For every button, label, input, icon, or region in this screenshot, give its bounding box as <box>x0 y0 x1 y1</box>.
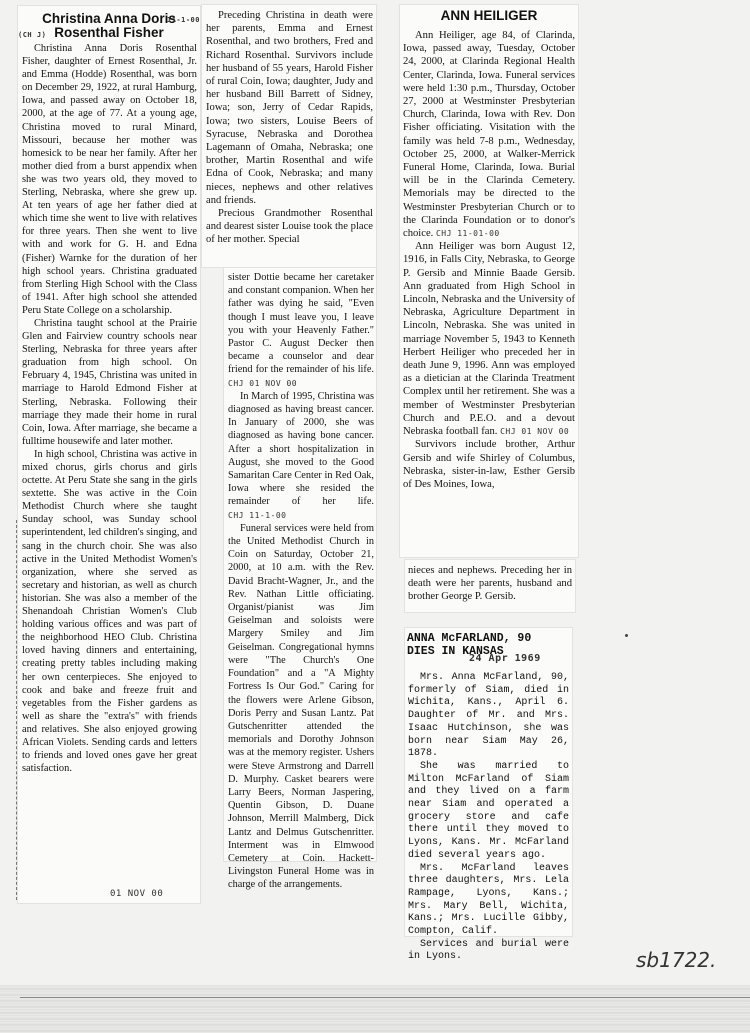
handwritten-date-note: CHJ 01 NOV 00 <box>500 427 570 437</box>
obituary-body <box>228 271 374 892</box>
cut-edge <box>16 520 17 900</box>
paragraph: Mrs. McFarland leaves three daughters, Mrs. Lela Rampage, Lyons, Kans.; Mrs. Mary Bell, Wichita, Kans.; Mrs. Lucille Gibby, Compton, Calif. <box>408 862 569 938</box>
title-line-2: Rosenthal Fisher <box>54 25 164 40</box>
obituary-body <box>408 564 572 604</box>
paragraph: Christina taught school at the Prairie Glen and Fairview country schools near Sterling, Nebraska for three years after graduation from high school. On February 4, 1945, Christina was united in marriage to Harold Edmond Fisher at Sterling, Nebraska. Following their marriage they made their home in rural Coin, Iowa. After marriage, she became a fulltime housewife and later mother. <box>22 317 197 447</box>
paragraph-text: In March of 1995, Christina was diagnosed as having breast cancer. In January of 2000, she was diagnosed as having bone cancer. After a short hospitalization in August, she moved to the Good Samaritan Care Center in Red Oak, Iowa where she resided the remainder of her life. <box>228 390 374 508</box>
paragraph: Christina Anna Doris Rosenthal Fisher, daughter of Ernest Rosenthal, Jr. and Emma (Hodde) Rosenthal, was born on December 29, 1922, at rural Hamburg, Iowa, and passed away on October 18, 2000, at the age of 77. At a young age, Christina moved to rural Minard, Missouri, because her mother was homesick to be near her family. After her mother died from a burst appendix when she was two years old, they moved to Sterling, Nebraska, where she grew up. At ten years of age her father died at which time she went to live with relatives for three years. Then she went to live with and work for G. H. and Edna (Fisher) Warnke for the duration of her high school years. Christina graduated from Sterling High School with the Class of 1941. After high school she attended Peru State College on a scholarship. <box>22 43 197 316</box>
paragraph-text: Ann Heiliger was born August 12, 1916, in Falls City, Nebraska, to George P. Gersib and Minnie Baade Gersib. Ann graduated from High School in Lincoln, Nebraska and the University of Nebraska, Agriculture Department in Lincoln, Nebraska. She was united in marriage November 5, 1943 to Kenneth Herbert Heiliger who preceded her in death June 9, 1996. Ann was employed as a dietician at the Clarinda Treatment Complex until her retirement. She was a member of Westminster Presbyterian Church and P.E.O. and a devout Nebraska football fan. <box>403 241 575 438</box>
obituary-body <box>22 42 197 775</box>
handwritten-initials: (CH J) <box>18 31 47 39</box>
paragraph: Survivors include brother, Arthur Gersib and wife Shirley of Columbus, Nebraska, sister-in-law, Esther Gersib of Des Moines, Iowa, <box>403 439 575 490</box>
page-reference-mark: sb1722. <box>636 948 717 972</box>
handwritten-date-note: 01 NOV 00 <box>110 889 164 899</box>
paragraph: nieces and nephews. Preceding her in death were her parents, husband and brother George P. Gersib. <box>408 565 572 603</box>
handwritten-date: 24 Apr 1969 <box>469 653 541 664</box>
handwritten-date-note: CHJ 11-01-00 <box>435 229 500 239</box>
paragraph <box>228 390 374 522</box>
handwritten-date: 11-1-00 <box>166 16 200 24</box>
obituary-title: ANN HEILIGER <box>440 8 538 23</box>
clipping-ann-heiliger-end <box>405 560 575 612</box>
clipping-christina-survivors <box>202 5 376 267</box>
clipping-christina-continued <box>224 268 376 891</box>
page-dot <box>625 634 628 637</box>
paragraph <box>403 240 575 438</box>
page-bottom-edge <box>0 985 750 1033</box>
paragraph: Mrs. Anna McFarland, 90, formerly of Siam, died in Wichita, Kans., April 6. Daughter of Mr. and Mrs. Isaac Hutchinson, she was born near Siam May 26, 1878. <box>408 672 569 760</box>
handwritten-date-note: CHJ 01 NOV 00 <box>228 378 298 388</box>
paragraph: She was married to Milton McFarland of Siam and they lived on a farm near Siam and operated a grocery store and cafe there until they moved to Lyons, Kans. Mr. McFarland died several years ago. <box>408 760 569 861</box>
paragraph: In high school, Christina was active in mixed chorus, girls chorus and girls octette. At Peru State she sang in the girls sextette. She was active in the Coin Methodist Church where she taught Sunday school, was Sunday school superintendent, led children's singing, and sang in the church choir. She was also active in the United Methodist Women's organization, where she served as secretary and historian, as well as church historian. She was also a member of the Shenandoah Christian Women's Club holding various offices and was part of the neighborhood HEO Club. Christina loved having dinners and entertaining, creating pretty tables including making her own centerpieces. She enjoyed to cook and bake and freeze fruit and vegetables from the Fisher gardens as well as share the "extra's" with friends and relatives. She also enjoyed growing African Violets. Sending cards and letters to friends and loved ones gave her great satisfaction. <box>22 448 198 775</box>
paragraph <box>228 271 374 390</box>
paragraph: Preceding Christina in death were her parents, Emma and Ernest Rosenthal, and two brothers, Fred and Richard Rosenthal. Survivors include her husband of 55 years, Harold Fisher of rural Coin, Iowa; daughter, Judy and her husband Bill Barrett of Sidney, Iowa; son, Jerry of Cedar Rapids, Iowa; two sisters, Louise Beers of Syracuse, Nebraska and Dorothea Lagemann of Omaha, Nebraska; one brother, Martin Rosenthal and wife Edna of Cook, Nebraska; and many nieces, nephews and other relatives and friends. <box>206 10 373 206</box>
paragraph-text: Ann Heiliger, age 84, of Clarinda, Iowa, passed away, Tuesday, October 24, 2000, at Clarinda Regional Health Center, Clarinda, Iowa. Funeral services were held 1:30 p.m., Thursday, October 27, 2000 at Westminster Presbyterian Church, Clarinda, Iowa with Rev. Don Fisher officiating. Visitation with the family was held 7-8 p.m., Wednesday, October 25, 2000, at Walker-Merrick Funeral Home, Clarinda, Iowa. Burial will be in the Clarinda Cemetery. Memorials may be directed to the Westminster Presbyterian Church or to the Clarinda Foundation or to donor's choice. <box>403 30 575 240</box>
clipping-christina-fisher <box>18 6 200 903</box>
paragraph: Funeral services were held from the United Methodist Church in Coin on Saturday, October 21, 2000, at 10 a.m. with the Rev. David Bracht-Wagner, Jr., and the Rev. Nathan Little officiating. Organist/pianist was Jim Geiselman and soloists were Margery Smiley and Jim Geiselman. Congregational hymns were "The Church's One Foundation" and a "A Mighty Fortress Is Our God." Caring for the flowers were Arlene Gibson, Doris Perry and Susan Lantz. Pat Gutschenritter attended the memorials and Dorothy Johnson was at the memory register. Ushers were Steve Armstrong and Darrell D. Murphy. Casket bearers were Larry Beers, Norman Jaspering, Quentin Gibson, D. Duane Johnson, Merrill Malmberg, Dick Lantz and Delmus Gutschenritter. Interment was in Elmwood Cemetery at Coin. Hackett-Livingston Funeral Home was in charge of the arrangements. <box>228 522 374 891</box>
title-line-2: DIES IN KANSAS <box>407 645 504 658</box>
obituary-body <box>403 29 575 491</box>
obituary-title <box>18 12 200 40</box>
obituary-body <box>206 9 373 247</box>
handwritten-date-note: CHJ 11-1-00 <box>228 510 287 520</box>
paragraph <box>403 29 575 240</box>
title-line-1: ANNA McFARLAND, 90 <box>407 632 532 645</box>
paragraph-text: sister Dottie became her caretaker and constant companion. When her father was dying he said, "Even though I must leave you, I leave you with your Heavenly Father." Pastor C. August Decker then became a counselor and dear friend for the remainder of his life. <box>228 272 374 376</box>
obituary-body <box>408 672 569 964</box>
clipping-ann-heiliger <box>400 5 578 557</box>
paragraph: Precious Grandmother Rosenthal and dearest sister Louise took the place of her mother. Special <box>206 208 373 246</box>
title-line-1: Christina Anna Doris <box>42 11 176 26</box>
paragraph: Services and burial were in Lyons. <box>408 938 569 963</box>
obituary-title <box>407 632 572 664</box>
page-bottom-rule <box>20 997 750 998</box>
clipping-anna-mcfarland <box>405 628 572 963</box>
